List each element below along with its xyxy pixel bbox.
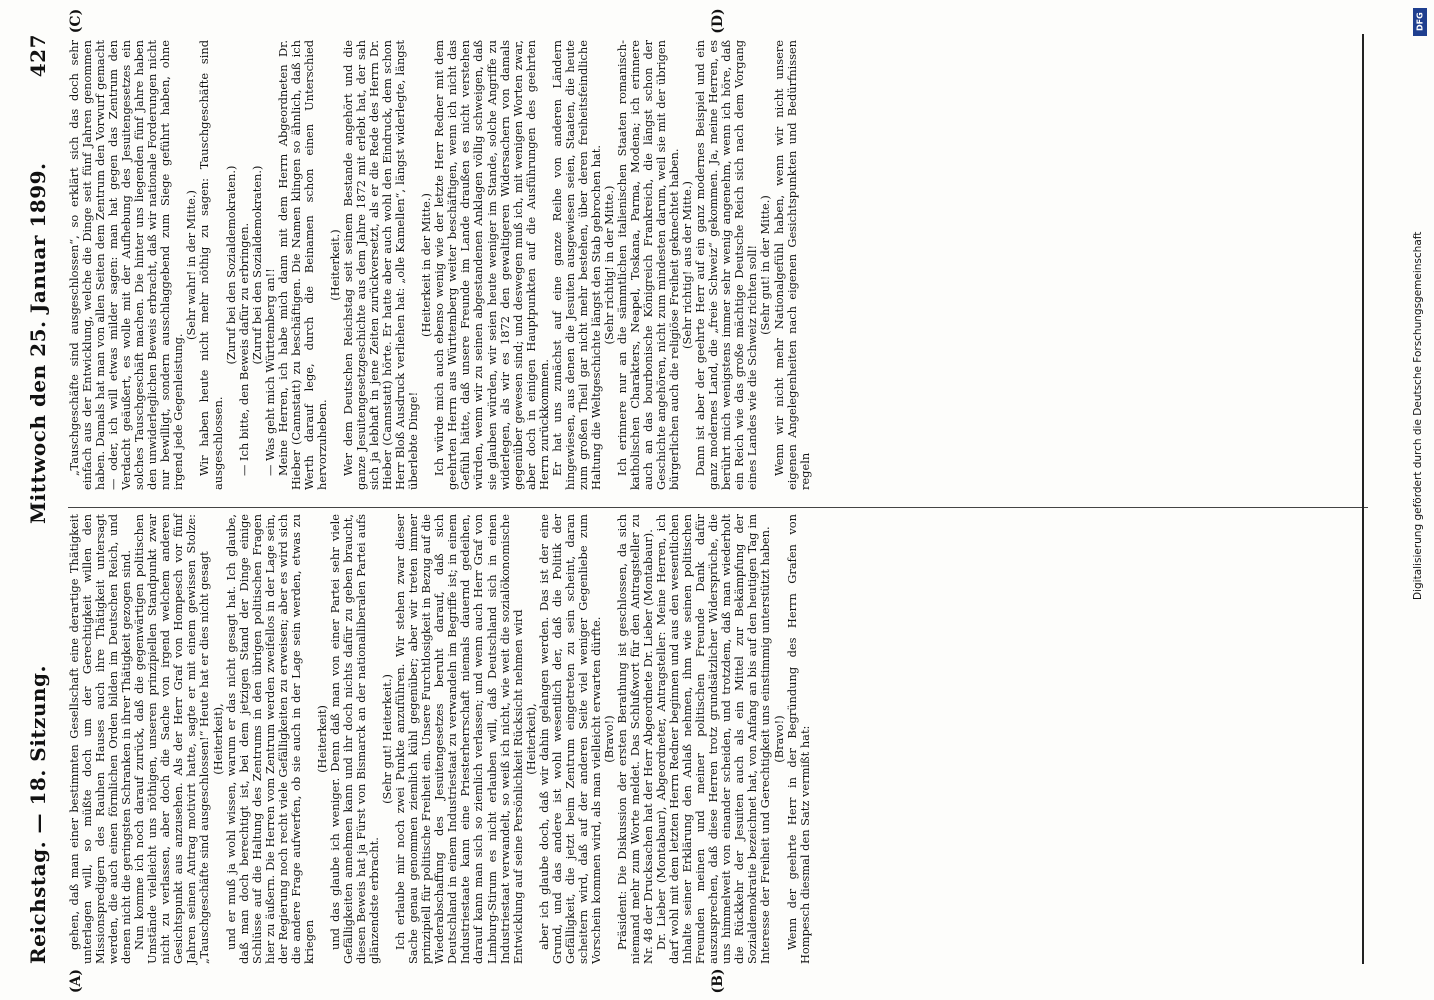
interjection: (Sehr gut! in der Mitte.): [758, 195, 773, 335]
header-left: Reichstag. — 18. Sitzung.: [26, 665, 50, 964]
paragraph: Wer dem Deutschen Reichstag seit seinem Bestande angehört und die ganze Jesuitengesetzgeschichte aus dem Jahre 1872 mit erlebt hat, der sah sich ja lebhaft in jene Zeiten zurückversetzt, als er die Rede des Herrn Dr. Hieber (Cannstatt) hörte. Er hatte aber auch wohl den Eindruck, dem schon Herr Bloß Ausdruck verliehen hat: „olle Kamellen“, längst widerlegte, längst überlebte Dinge!: [340, 40, 421, 490]
paragraph: Nun komme ich noch darauf zurück, daß die gegenwärtigen politischen Umstände vielleicht uns nöthigen, unseren prinzipiellen Standpunkt zwar nicht zu verlassen, aber doch die Sache von irgend welchem anderen Gesichtspunkt aus anzusehen. Als der Herr Graf von Hompesch vor fünf Jahren seinen Antrag motivirt hatte, sagte er mit einem gewissen Stolze: „Tauschgeschäfte sind ausgeschlossen!“ Heute hat er dies nicht gesagt: [132, 514, 212, 964]
paragraph: Meine Herren, ich habe mich dann mit dem Herrn Abgeordneten Dr. Hieber (Cannstatt) zu beschäftigen. Die Namen klingen so ähnlich, daß ich Werth darauf lege, durch die Beinamen schon einen Unterschied hervorzuheben.: [275, 40, 329, 490]
page-number: 427: [26, 34, 50, 78]
paragraph: gehen, daß man einer bestimmten Gesellschaft eine derartige Thätigkeit unterlagen will, so müßte doch um der Gerechtigkeit willen den Missionspredigern des Rauhen Hauses auch ihre Thätigkeit untersagt werden, die auch einen förmlichen Orden bilden im Deutschen Reich, und denen nicht die geringsten Schranken in ihrer Thätigkeit gezogen sind.: [67, 514, 134, 964]
right-column: [68, 40, 812, 490]
interjection: (Heiterkeit.): [327, 229, 342, 301]
paragraph: Wenn der geehrte Herr in der Begründung des Herrn Grafen von Hompesch diesmal den Satz vermißt hat:: [784, 514, 812, 964]
interjection: (Sehr richtig! aus der Mitte.): [680, 181, 695, 349]
margin-marker-c: (C): [68, 8, 84, 34]
margin-marker-b: (B): [710, 968, 726, 994]
paragraph: — Was geht mich Württemberg an!!: [262, 268, 277, 476]
paragraph: „Tauschgeschäfte sind ausgeschlossen“, so erklärt sich das doch sehr einfach aus der Entwicklung, welche die Dinge seit fünf Jahren genommen haben. Damals hat man von allen Seiten dem Zentrum den Vorwurf gemacht — oder, ich will etwas milder sagen: man hat gegen das Zentrum den Verdacht geäußert, es wolle mit der Aufhebung des Jesuitengesetzes ein solches Tauschgeschäft machen. Die hinter uns liegenden fünf Jahre haben den unwiderleglichen Beweis erbracht, daß wir nationale Forderungen nicht nur bewilligt, sondern ausschlaggebend zum Siege geführt haben, ohne irgend jede Gegenleistung.: [67, 40, 186, 490]
interjection: (Heiterkeit in der Mitte.): [419, 193, 434, 337]
interjection: (Sehr wahr! in der Mitte.): [184, 190, 199, 340]
paragraph: und das glaube ich weniger. Denn daß man von einer Partei sehr viele Gefälligkeiten annehmen kann und ihr doch nichts dafür zu geben braucht, diesen Beweis hat ja Fürst von Bismarck an der nationalliberalen Partei aufs glänzendste erbracht.: [327, 514, 382, 964]
interjection: (Sehr gut! Heiterkeit.): [380, 674, 395, 804]
paragraph: Ich erlaube mir noch zwei Punkte anzuführen. Wir stehen zwar dieser Sache genau genommen ziemlich kühl gegenüber; aber wir treten immer prinzipiell für politische Freiheit ein. Unsere Furchtlosigkeit in Bezug auf die Wiederabschaffung des Jesuitengesetzes beruht darauf, daß sich Deutschland in einem Industriestaat zu verwandeln im Begriffe ist; in einem Industriestaate kann eine Priesterherrschaft niemals dauernd gedeihen, darauf kann man sich so ziemlich verlassen; und wenn auch Herr Graf von Limburg-Stirum es nicht erlauben will, daß Deutschland sich in einen Industriestaat verwandelt, so weiß ich nicht, wie weit die sozialökonomische Entwicklung auf seine Persönlichkeit Rücksicht nehmen wird: [393, 514, 525, 964]
interjection: (Sehr richtig! in der Mitte.): [601, 185, 616, 345]
paragraph: Ich erinnere nur an die sämmtlichen italienischen Staaten romanisch-katholischen Charakters, Neapel, Toskana, Parma, Modena; ich erinnere auch an das bourbonische Königreich Frankreich, die längst schon der Geschichte angehören, nicht zum mindesten darum, weil sie mit der übrigen bürgerlichen auch die religiöse Freiheit geknechtet haben.: [614, 40, 682, 490]
paragraph: und er muß ja wohl wissen, warum er das nicht gesagt hat. Ich glaube, daß man doch berechtigt ist, bei dem jetzigen Stand der Dinge einige Schlüsse auf die Haltung des Zentrums in den übrigen politischen Fragen hier zu äußern. Die Herren vom Zentrum werden zweifellos in der Lage sein, der Regierung noch recht viele Gefälligkeiten zu erweisen; aber es wird sich die andere Frage aufwerfen, ob sie auch in der Lage sein werden, etwas zu kriegen: [223, 514, 316, 964]
interjection: (Bravo!): [601, 715, 616, 763]
header-date: Mittwoch den 25. Januar 1899.: [26, 162, 50, 524]
interjection: (Heiterkeit),: [523, 703, 538, 775]
column-divider: [68, 507, 1368, 508]
interjection: (Heiterkeit),: [210, 703, 225, 775]
interjection: (Zuruf bei den Sozialdemokraten.): [223, 165, 238, 365]
bottom-rule: [1362, 34, 1364, 964]
paragraph: — Ich bitte, den Beweis dafür zu erbringen.: [236, 222, 251, 476]
paragraph: Er hat uns zunächst auf eine ganze Reihe von anderen Ländern hingewiesen, aus denen die Jesuiten ausgewiesen seien, Staaten, die heute zum großen Theil gar nicht mehr bestehen, über deren freiheitsfeindliche Haltung die Weltgeschichte längst den Stab gebrochen hat.: [549, 40, 603, 490]
paragraph: Wenn wir nicht mehr Nationalgefühl haben, wenn wir nicht unsere eigenen Angelegenheiten nach eigenen Gesichtspunkten und Bedürfnissen regeln: [771, 40, 812, 490]
paragraph: Präsident: Die Diskussion der ersten Berathung ist geschlossen, da sich niemand mehr zum Worte meldet. Das Schlußwort für den Antragsteller zu Nr. 48 der Drucksachen hat der Herr Abgeordnete Dr. Lieber (Montabaur).: [614, 514, 656, 964]
interjection: (Zuruf bei den Sozialdemokraten.): [249, 165, 264, 365]
interjection: (Bravo!): [771, 715, 786, 763]
digitization-sidebar: [1404, 0, 1434, 1000]
paragraph: Ich würde mich auch ebenso wenig wie der letzte Herr Redner mit dem geehrten Herrn aus Württemberg weiter beschäftigen, wenn ich nicht das Gefühl hätte, daß unsere Freunde im Lande draußen es nicht verstehen würden, wenn wir zu seinen abgestandenen Anklagen völlig schweigen, daß sie glauben würden, wir seien heute weniger im Stande, solche Angriffe zu widerlegen, als wir es 1872 den gewaltigeren Widersachern von damals gegenüber gewesen sind; und deswegen muß ich, mit wenigen Worten zwar, aber doch in einigen Hauptpunkten auf die Ausführungen des geehrten Herrn zurückkommen.: [432, 40, 551, 490]
dfg-logo: DFG: [1413, 8, 1427, 36]
paragraph: aber ich glaube doch, daß wir dahin gelangen werden. Das ist der eine Grund, und das andere ist wohl wesentlich der, daß die Politik der Gefälligkeit, die jetzt beim Zentrum eingetreten zu sein scheint, daran scheitern wird, daß auf der anderen Seite viel weniger Gegenliebe zum Vorschein kommen wird, als man vielleicht erwarten dürfte.: [536, 514, 603, 964]
left-column: [68, 514, 812, 964]
running-header: [22, 34, 56, 964]
margin-marker-a: (A): [68, 968, 84, 994]
funding-credit: Digitalisierung gefördert durch die Deutsche Forschungsgemeinschaft: [1412, 231, 1424, 600]
margin-marker-d: (D): [710, 8, 726, 34]
paragraph: Dr. Lieber (Montabaur), Abgeordneter, Antragsteller: Meine Herren, ich darf wohl mit dem letzten Herrn Redner beginnen und aus den wesentlichen Inhalte seiner Erklärung den Anlaß nehmen, ihm wie seinen politischen Freunden meinen und meiner politischen Freunde Dank dafür auszusprechen, daß diese Herren trotz grundsätzlicher Widersprüche, die uns himmelweit von einander scheiden, und trotzdem, daß man wiederholt die Rückkehr der Jesuiten auch als ein Mittel zur Bekämpfung der Sozialdemokratie bezeichnet hat, von Anfang an bis auf den heutigen Tag im Interesse der Freiheit und Gerechtigkeit uns einstimmig unterstützt haben.: [654, 514, 773, 964]
interjection: (Heiterkeit): [314, 705, 329, 773]
paragraph: Dann ist aber der geehrte Herr auf ein ganz modernes Beispiel und ein ganz modernes Land, die „freie Schweiz“ gekommen. Ja, meine Herren, es berührt mich wenigstens immer sehr wenig angenehm, wenn ich höre, daß ein Reich wie das große mächtige Deutsche Reich sich nach dem Vorgang eines Landes wie die Schweiz richten soll!: [693, 40, 760, 490]
paragraph: Wir haben heute nicht mehr nöthig zu sagen: Tauschgeschäfte sind ausgeschlossen.: [197, 40, 225, 490]
